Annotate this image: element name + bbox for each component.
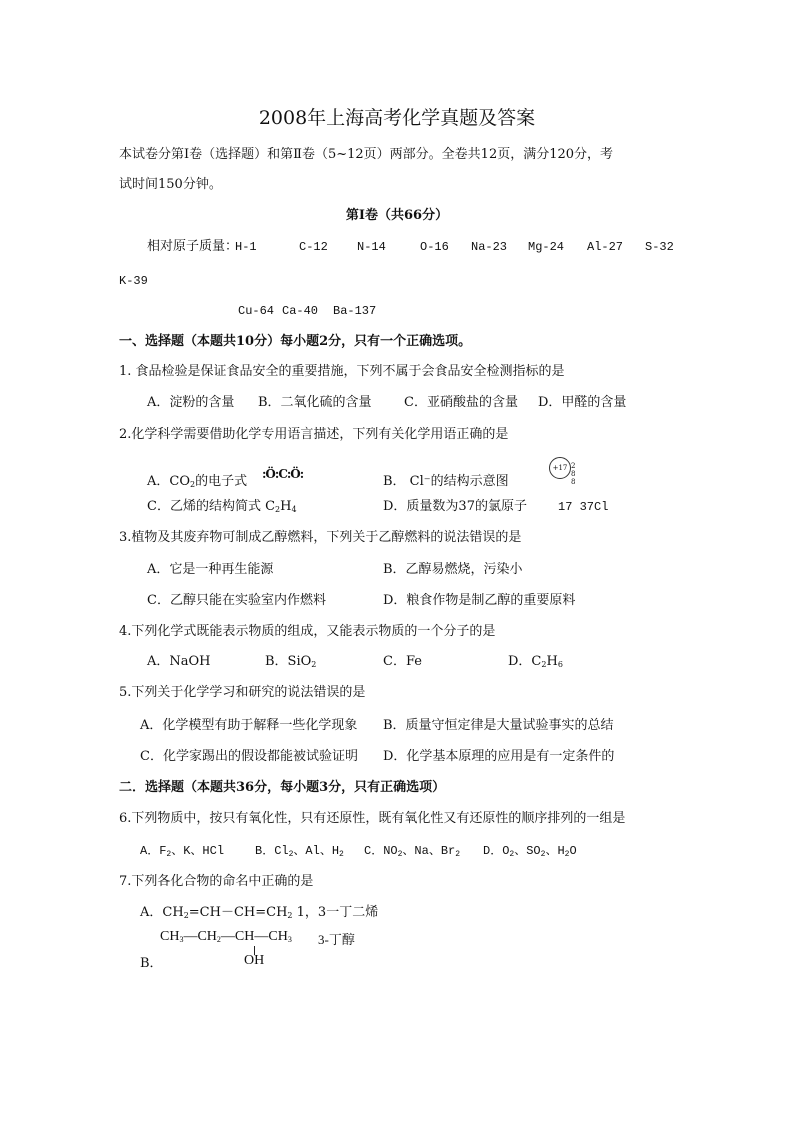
text: A．CO <box>147 474 190 489</box>
q1-option-c: C．亚硝酸盐的含量 <box>404 395 518 410</box>
butanol-name: 3-丁醇 <box>318 932 355 947</box>
intro-line-1: 本试卷分第Ⅰ卷（选择题）和第Ⅱ卷（5~12页）两部分。全卷共12页，满分120分，考 <box>119 147 614 162</box>
q5-option-b: B．质量守恒定律是大量试验事实的总结 <box>383 718 614 733</box>
q2-option-a <box>147 474 247 493</box>
text: B．SiO <box>265 654 312 669</box>
mass-n: N-14 <box>357 240 386 254</box>
mass-o: O-16 <box>420 240 449 254</box>
q7-option-b-label: B． <box>140 956 163 971</box>
subscript: 6 <box>557 660 563 669</box>
q2-stem: 2.化学科学需要借助化学专用语言描述，下列有关化学用语正确的是 <box>119 427 509 442</box>
oh-group: OH <box>244 953 265 968</box>
mass-c: C-12 <box>299 240 328 254</box>
q1-option-a: A．淀粉的含量 <box>147 395 235 410</box>
q2-option-b: B． Cl⁻的结构示意图 <box>383 474 509 489</box>
mass-k: K-39 <box>119 274 148 288</box>
text: H <box>546 654 558 669</box>
q4-option-c: C．Fe <box>383 654 422 669</box>
document-title: 2008年上海高考化学真题及答案 <box>258 107 536 129</box>
co2-electron-formula: :Ö:C:Ö: <box>262 467 304 481</box>
subscript: 2 <box>190 480 196 489</box>
q5-option-d: D．化学基本原理的应用是有一定条件的 <box>383 749 615 764</box>
mass-al: Al-27 <box>587 240 624 254</box>
q1-option-b: B．二氧化硫的含量 <box>258 395 372 410</box>
q6-option-a: A．$F_2$、K、HCl <box>140 844 225 859</box>
q6-option-b: B．$Cl_2$、Al、$H_2$ <box>255 844 344 859</box>
q6-option-c: C．$NO_2$、Na、$Br_2$ <box>364 844 461 859</box>
text: D．C <box>508 654 542 669</box>
q1-stem: 1. 食品检验是保证食品安全的重要措施，下列不属于会食品安全检测指标的是 <box>119 364 565 379</box>
electron-shells: 2 8 8 <box>571 462 576 486</box>
q3-stem: 3.植物及其废弃物可制成乙醇燃料，下列关于乙醇燃料的说法错误的是 <box>119 530 522 545</box>
mass-h: H-1 <box>235 240 257 254</box>
section1-heading: 一、选择题（本题共10分）每小题2分，只有一个正确选项。 <box>119 334 472 349</box>
q4-option-d <box>508 654 563 673</box>
q7-option-a: A．$CH_2=CH-CH=CH_2$ 1，3一丁二烯 <box>140 905 379 920</box>
q5-option-c: C．化学家踢出的假设都能被试验证明 <box>140 749 358 764</box>
subscript: 2 <box>311 660 317 669</box>
butanol-structure: $CH_3—CH_2—CH—CH_3$ <box>160 929 292 944</box>
masses-label: 相对原子质量： <box>147 239 239 254</box>
text: C．乙烯的结构简式 C <box>147 499 276 514</box>
q3-option-d: D．粮食作物是制乙醇的重要原料 <box>383 593 576 608</box>
intro-line-2: 试时间150分钟。 <box>119 177 222 192</box>
section2-heading: 二．选择题（本题共36分，每小题3分，只有正确选项） <box>119 780 446 795</box>
nucleus-circle: +17 <box>549 457 571 479</box>
q6-option-d: D．$O_2$、$SO_2$、$H_2O$ <box>483 844 577 859</box>
mass-na: Na-23 <box>471 240 508 254</box>
q4-stem: 4.下列化学式既能表示物质的组成，又能表示物质的一个分子的是 <box>119 624 496 639</box>
q3-option-b: B．乙醇易燃烧，污染小 <box>383 562 523 577</box>
subscript: 4 <box>291 505 297 514</box>
q2-option-c <box>147 499 297 518</box>
q7-stem: 7.下列各化合物的命名中正确的是 <box>119 874 314 889</box>
mass-ca: Ca-40 <box>282 304 319 318</box>
q3-option-a: A．它是一种再生能源 <box>147 562 274 577</box>
subscript: 2 <box>275 505 281 514</box>
mass-ba: Ba-137 <box>333 304 377 318</box>
text: H <box>280 499 292 514</box>
q6-stem: 6.下列物质中，按只有氧化性，只有还原性，既有氧化性又有还原性的顺序排列的一组是 <box>119 811 626 826</box>
q4-option-a: A．NaOH <box>147 654 211 669</box>
mass-mg: Mg-24 <box>528 240 565 254</box>
cl37-formula: 17 37Cl <box>558 500 609 514</box>
q5-option-a: A．化学模型有助于解释一些化学现象 <box>140 718 358 733</box>
mass-cu: Cu-64 <box>238 304 275 318</box>
part1-heading: 第Ⅰ卷（共66分） <box>345 208 449 223</box>
q1-option-d: D．甲醛的含量 <box>538 395 627 410</box>
subscript: 2 <box>541 660 547 669</box>
q5-stem: 5.下列关于化学学习和研究的说法错误的是 <box>119 685 366 700</box>
q4-option-b <box>265 654 316 673</box>
mass-s: S-32 <box>645 240 674 254</box>
q2-option-d: D．质量数为37的氯原子 <box>383 499 527 514</box>
q3-option-c: C．乙醇只能在实验室内作燃料 <box>147 593 326 608</box>
text: 的电子式 <box>195 474 248 489</box>
